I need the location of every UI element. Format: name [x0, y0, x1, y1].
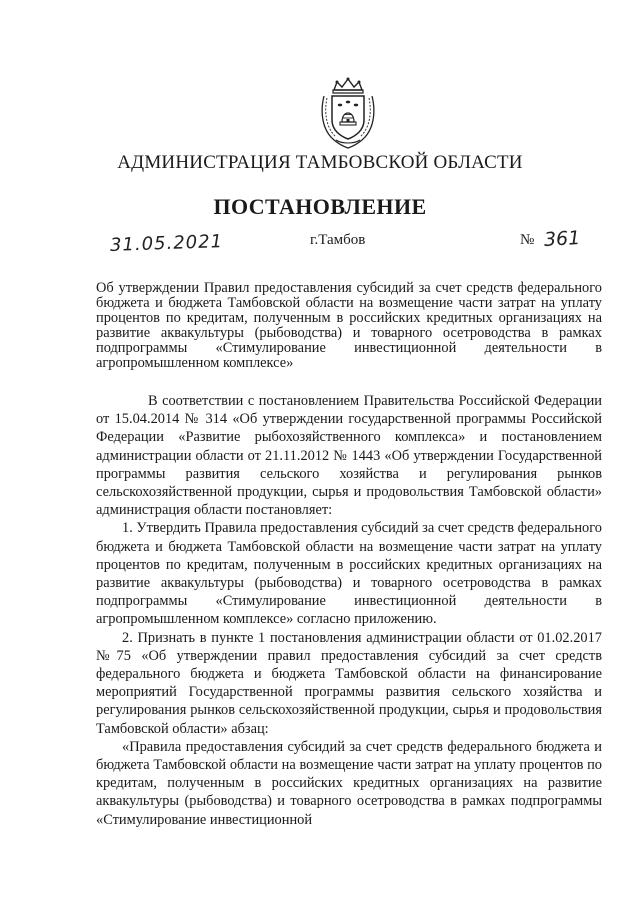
document-number-label: №: [520, 232, 535, 248]
body-paragraph-item-1: 1. Утвердить Правила предоставления субсидий за счет средств федерального бюджета и бюджета Тамбовской области на возмещение части затрат на уплату процентов по кредитам, полученным в российских кредитных организациях на развитие аквакультуры (рыбоводства) и товарного осетроводства в рамках подпрограммы «Стимулирование инвестиционной деятельности в агропромышленном комплексе» согласно приложению.: [96, 520, 602, 628]
document-body: [96, 392, 602, 829]
body-paragraph-quote: «Правила предоставления субсидий за счет средств федерального бюджета и бюджета Тамбовской области на возмещение части затрат на уплату процентов по кредитам, полученным в российских кредитных организациях на развитие аквакультуры (рыбоводства) и товарного осетроводства в рамках подпрограммы «Стимулирование инвестиционной: [96, 738, 602, 828]
document-number: 361: [543, 227, 581, 251]
coat-of-arms-icon: [318, 76, 378, 150]
document-subject: Об утверждении Правил предоставления субсидий за счет средств федерального бюджета и бюджета Тамбовской области на возмещение части затрат на уплату процентов по кредитам, полученным в российских кредитных организациях на развитие аквакультуры (рыбоводства) и товарного осетроводства в рамках подпрограммы «Стимулирование инвестиционной деятельности в агропромышленном комплексе»: [96, 280, 602, 371]
document-city: г.Тамбов: [310, 232, 366, 248]
body-paragraph-preamble: В соответствии с постановлением Правительства Российской Федерации от 15.04.2014 № 314 «Об утверждении государственной программы Российской Федерации «Развитие рыбохозяйственного комплекса» и постановлением администрации области от 21.11.2012 № 1443 «Об утверждении Государственной программы развития сельского хозяйства и регулирования рынков сельскохозяйственной продукции, сырья и продовольствия Тамбовской области» администрация области постановляет:: [96, 393, 602, 519]
body-paragraph-item-2: 2. Признать в пункте 1 постановления администрации области от 01.02.2017 №75 «Об утверждении правил предоставления субсидий за счет средств федерального бюджета и бюджета Тамбовской области на финансирование мероприятий Государственной программы развития сельского хозяйства и регулирования рынков сельскохозяйственной продукции, сырья и продовольствия Тамбовской области» абзац:: [96, 629, 602, 737]
document-type-title: ПОСТАНОВЛЕНИЕ: [213, 194, 427, 219]
document-date: 31.05.2021: [109, 231, 224, 256]
organization-title: АДМИНИСТРАЦИЯ ТАМБОВСКОЙ ОБЛАСТИ: [117, 152, 523, 173]
